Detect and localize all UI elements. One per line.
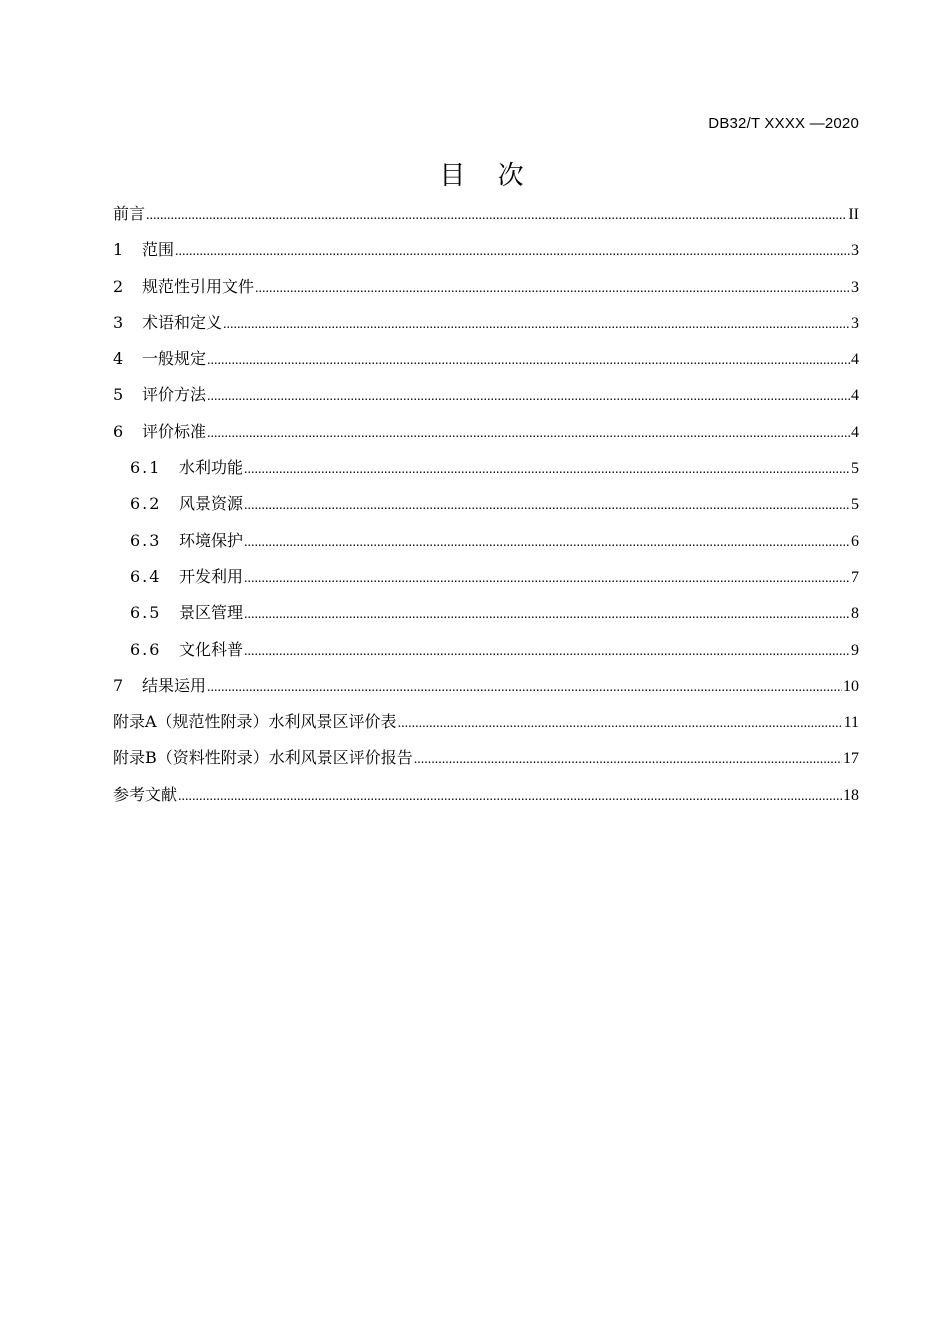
toc-entry-page: 3 — [851, 278, 859, 296]
toc-entry-number: 6.6 — [130, 639, 162, 659]
toc-entry-page: 8 — [851, 605, 859, 623]
toc-dot-leader — [414, 742, 842, 778]
toc-entry-number: 7 — [113, 675, 124, 695]
toc-entry-number: 1 — [113, 240, 124, 260]
toc-entry-number: 4 — [113, 349, 124, 369]
toc-entry[interactable] — [113, 305, 859, 341]
toc-entry-label: 范围 — [142, 240, 175, 260]
toc-dot-leader — [207, 379, 850, 415]
toc-entry-label: 规范性引用文件 — [142, 276, 255, 296]
toc-dot-leader — [178, 779, 842, 815]
toc-entry-label: 风景资源 — [179, 494, 244, 514]
toc-entry-label: 前言 — [113, 204, 146, 223]
toc-entry-label: 附录A（规范性附录）水利风景区评价表 — [113, 712, 397, 732]
toc-entry-label: 开发利用 — [179, 566, 244, 586]
document-code: DB32/T XXXX —2020 — [708, 115, 859, 132]
toc-entry[interactable] — [113, 740, 859, 776]
toc-entry-page: 7 — [851, 568, 859, 586]
toc-dot-leader — [244, 561, 850, 597]
toc-dot-leader — [207, 416, 850, 452]
toc-entry-number: 5 — [113, 385, 124, 405]
toc-entry-page: 9 — [851, 641, 859, 659]
toc-dot-leader — [146, 198, 847, 234]
toc-entry[interactable] — [113, 414, 859, 450]
toc-entry-page: 4 — [851, 351, 859, 369]
toc-entry-label: 参考文献 — [113, 784, 178, 804]
toc-dot-leader — [207, 670, 842, 706]
toc-entry-label: 评价标准 — [142, 421, 207, 441]
toc-dot-leader — [244, 597, 850, 633]
toc-entry[interactable] — [113, 668, 859, 704]
toc-entry-label: 附录B（资料性附录）水利风景区评价报告 — [113, 748, 413, 768]
toc-entry-page: 4 — [851, 423, 859, 441]
toc-entry[interactable] — [113, 777, 859, 813]
toc-entry[interactable] — [113, 232, 859, 268]
toc-dot-leader — [207, 343, 850, 379]
toc-entry[interactable] — [113, 196, 859, 232]
toc-title: 目 次 — [439, 161, 536, 191]
toc-entry[interactable] — [113, 632, 859, 668]
toc-dot-leader — [244, 452, 850, 488]
toc-entry-page: II — [848, 206, 859, 223]
toc-entry[interactable] — [113, 269, 859, 305]
toc-entry-page: 5 — [851, 496, 859, 514]
toc-entry[interactable] — [113, 377, 859, 413]
toc-entry-number: 6 — [113, 421, 124, 441]
toc-entry[interactable] — [113, 559, 859, 595]
toc-entry[interactable] — [113, 341, 859, 377]
toc-entry-label: 结果运用 — [142, 675, 207, 695]
toc-entry[interactable] — [113, 595, 859, 631]
toc-entry-label: 术语和定义 — [142, 312, 223, 332]
toc-dot-leader — [223, 307, 850, 343]
toc-dot-leader — [244, 634, 850, 670]
toc-dot-leader — [244, 525, 850, 561]
toc-entry-number: 2 — [113, 276, 124, 296]
toc-entry-label: 一般规定 — [142, 349, 207, 369]
toc-dot-leader — [175, 234, 850, 270]
toc-entry-label: 水利功能 — [179, 458, 244, 478]
toc-dot-leader — [255, 271, 850, 307]
toc-entry-label: 文化科普 — [179, 639, 244, 659]
toc-entry-page: 10 — [843, 677, 859, 695]
toc-entry-number: 3 — [113, 312, 124, 332]
toc-entry-page: 3 — [851, 242, 859, 260]
toc-entry-page: 18 — [843, 786, 859, 804]
toc-entry-page: 4 — [851, 387, 859, 405]
toc-entry-label: 景区管理 — [179, 603, 244, 623]
toc-entry-label: 环境保护 — [179, 530, 244, 550]
toc-entry-number: 6.3 — [130, 530, 162, 550]
toc-entry-page: 3 — [851, 314, 859, 332]
toc-entry[interactable] — [113, 486, 859, 522]
table-of-contents — [113, 196, 859, 813]
toc-entry-page: 6 — [851, 532, 859, 550]
toc-entry-page: 5 — [851, 460, 859, 478]
toc-entry-number: 6.2 — [130, 494, 162, 514]
toc-entry[interactable] — [113, 704, 859, 740]
toc-entry[interactable] — [113, 450, 859, 486]
toc-entry-page: 17 — [843, 750, 859, 768]
toc-entry-number: 6.5 — [130, 603, 162, 623]
toc-dot-leader — [398, 706, 843, 742]
toc-entry[interactable] — [113, 523, 859, 559]
toc-entry-page: 11 — [843, 714, 859, 732]
toc-entry-number: 6.1 — [130, 458, 162, 478]
toc-entry-label: 评价方法 — [142, 385, 207, 405]
toc-dot-leader — [244, 488, 850, 524]
toc-entry-number: 6.4 — [130, 566, 162, 586]
